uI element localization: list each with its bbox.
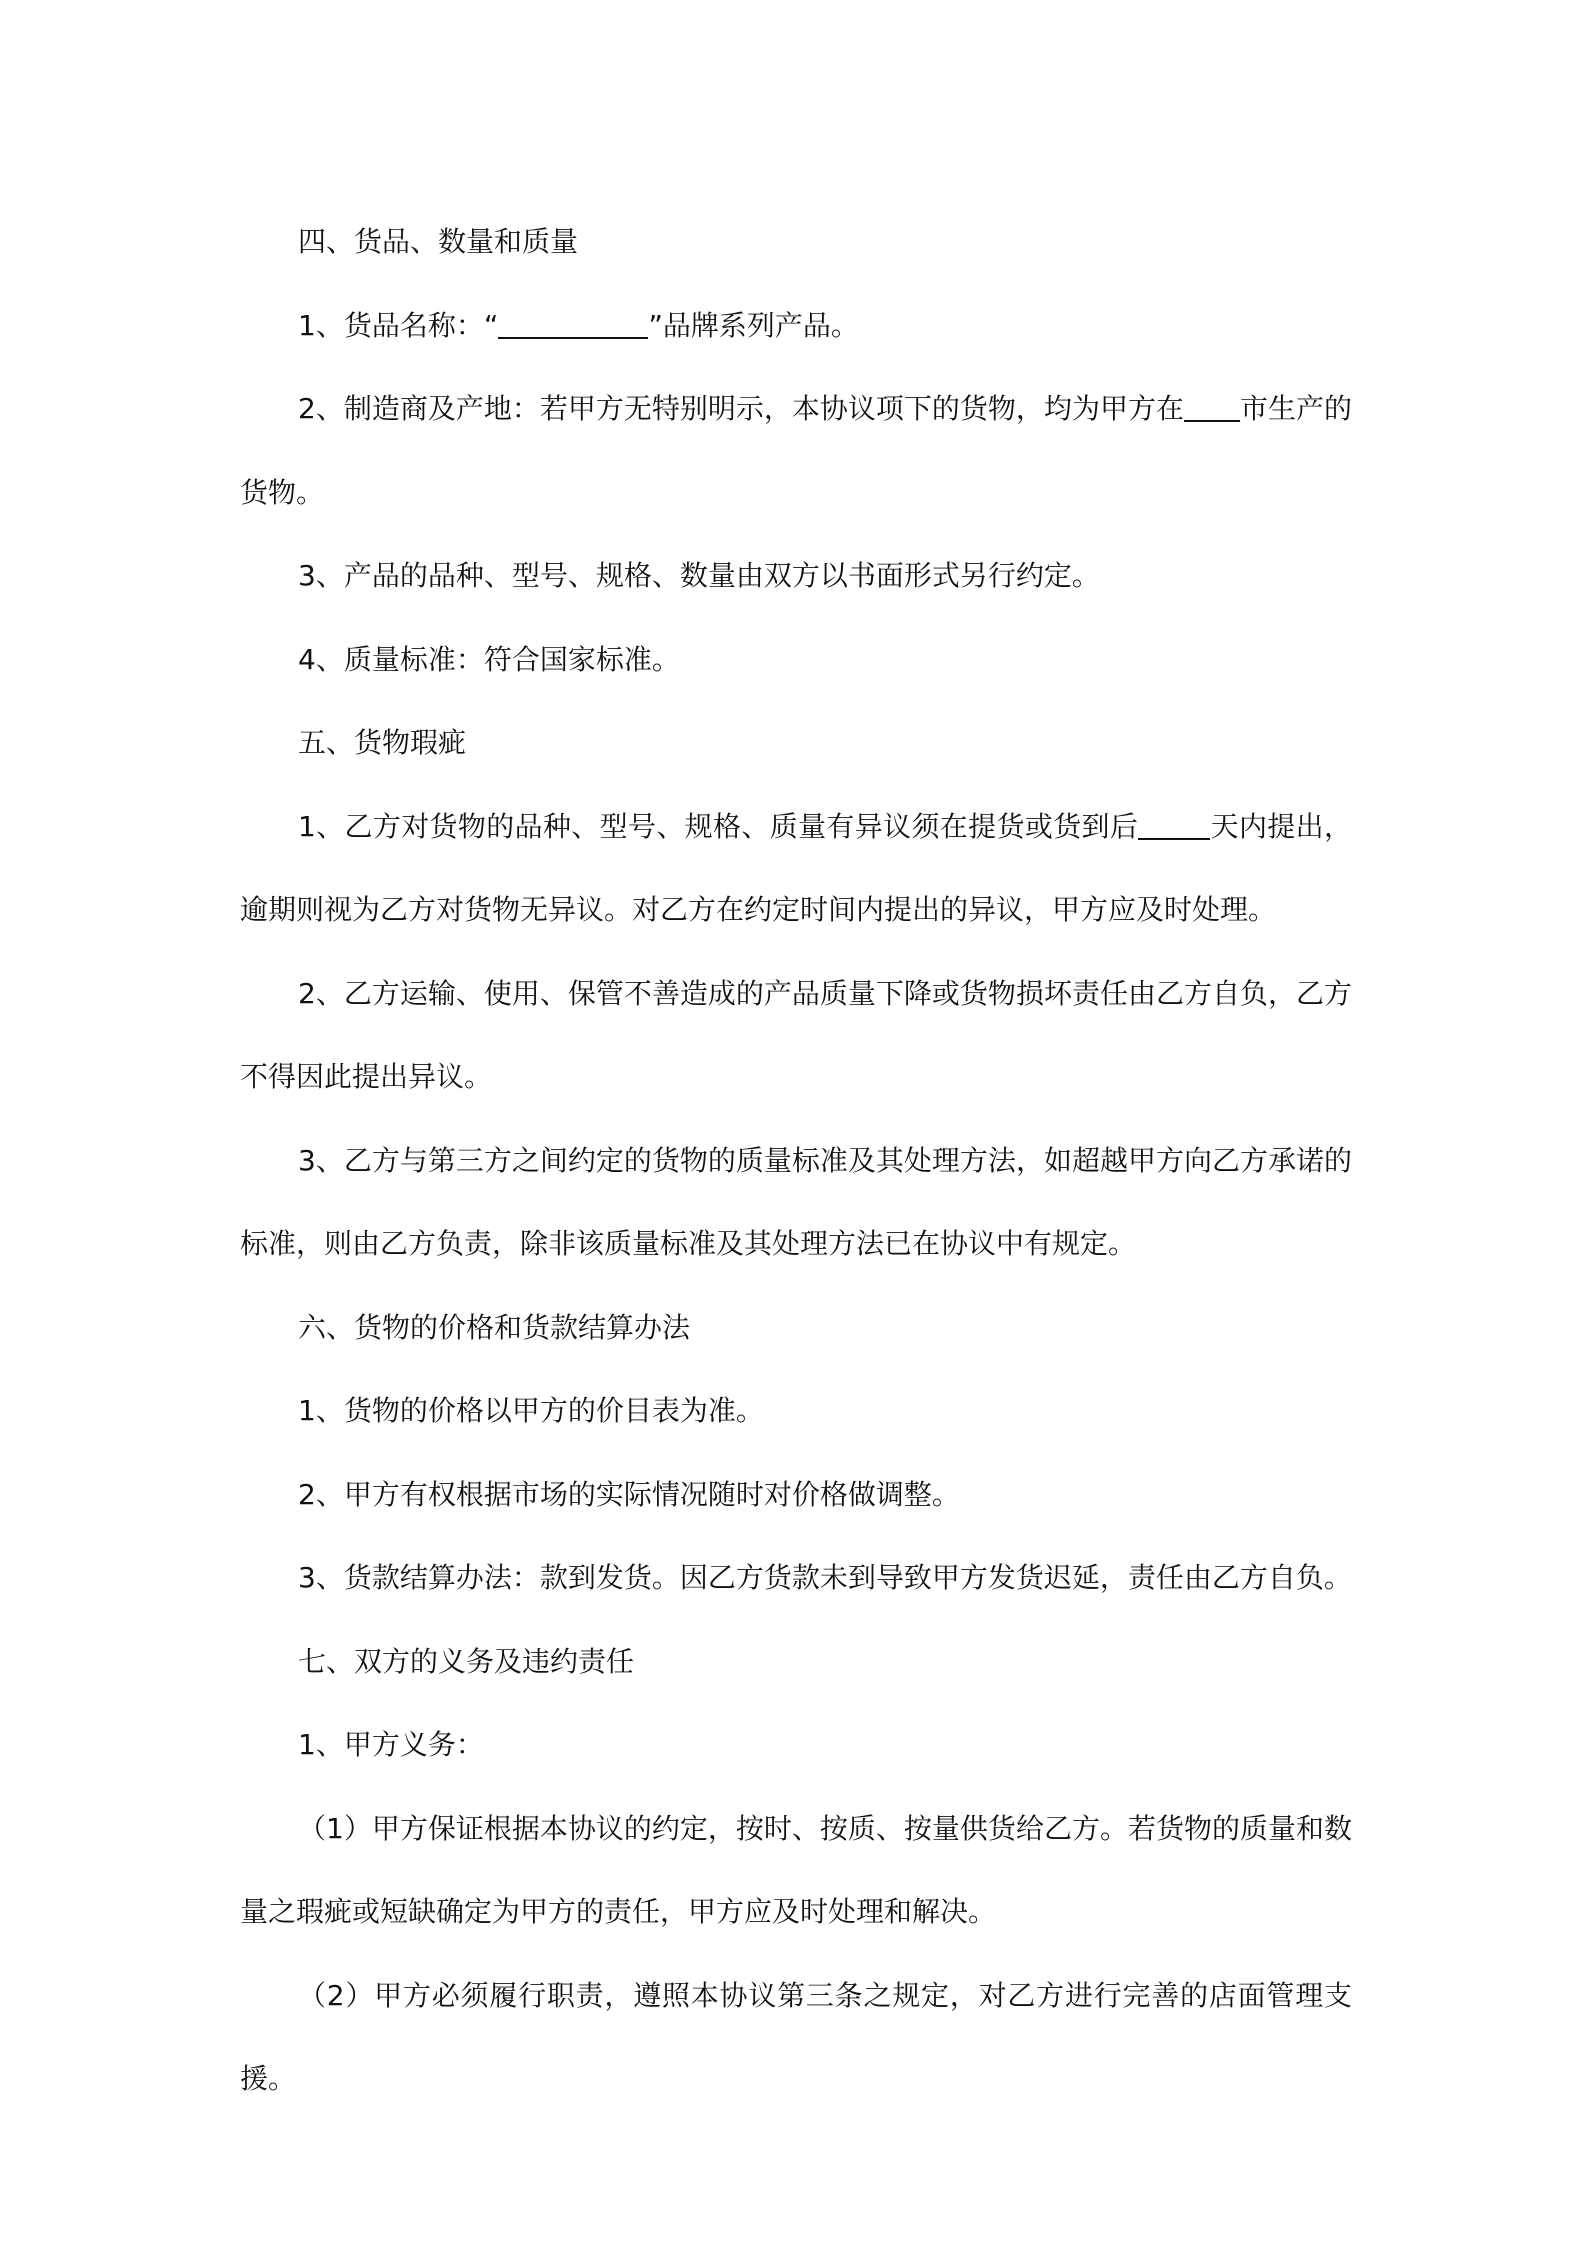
section-5-item-2: 2、乙方运输、使用、保管不善造成的产品质量下降或货物损坏责任由乙方自负，乙方不得因此提出异议。 — [240, 976, 1352, 1093]
document-body — [240, 200, 1352, 2121]
days-blank — [1138, 810, 1210, 840]
section-7-sub-item-1: （1）甲方保证根据本协议的约定，按时、按质、按量供货给乙方。若货物的质量和数量之瑕疵或短缺确定为甲方的责任，甲方应及时处理和解决。 — [240, 1811, 1352, 1928]
city-blank — [1184, 392, 1240, 422]
section-7-item-1: 1、甲方义务： — [298, 1728, 484, 1761]
section-7-heading: 七、双方的义务及违约责任 — [298, 1644, 635, 1678]
section-4-heading: 四、货品、数量和质量 — [298, 225, 579, 258]
section-6-item-2: 2、甲方有权根据市场的实际情况随时对价格做调整。 — [298, 1477, 960, 1511]
section-7-sub-item-2: （2）甲方必须履行职责，遵照本协议第三条之规定，对乙方进行完善的店面管理支援。 — [240, 1978, 1352, 2095]
section-6-item-3: 3、货款结算办法：款到发货。因乙方货款未到导致甲方发货迟延，责任由乙方自负。 — [298, 1561, 1352, 1594]
section-5-item-1: 1、乙方对货物的品种、型号、规格、质量有异议须在提货或货到后 天内提出，逾期则视为乙方对货物无异议。对乙方在约定时间内提出的异议，甲方应及时处理。 — [240, 809, 1352, 926]
section-6-item-1: 1、货物的价格以甲方的价目表为准。 — [298, 1394, 764, 1427]
section-4-item-1: 1、货品名称：“ ”品牌系列产品。 — [298, 308, 859, 342]
section-4-item-2: 2、制造商及产地：若甲方无特别明示，本协议项下的货物，均为甲方在 市生产的货物。 — [240, 392, 1352, 509]
section-6-heading: 六、货物的价格和货款结算办法 — [298, 1310, 691, 1344]
section-4-item-4: 4、质量标准：符合国家标准。 — [298, 642, 680, 676]
section-5-heading: 五、货物瑕疵 — [298, 726, 467, 759]
section-4-item-3: 3、产品的品种、型号、规格、数量由双方以书面形式另行约定。 — [298, 559, 1100, 592]
product-name-blank — [498, 309, 648, 339]
section-5-item-3: 3、乙方与第三方之间约定的货物的质量标准及其处理方法，如超越甲方向乙方承诺的标准，则由乙方负责，除非该质量标准及其处理方法已在协议中有规定。 — [240, 1143, 1352, 1260]
